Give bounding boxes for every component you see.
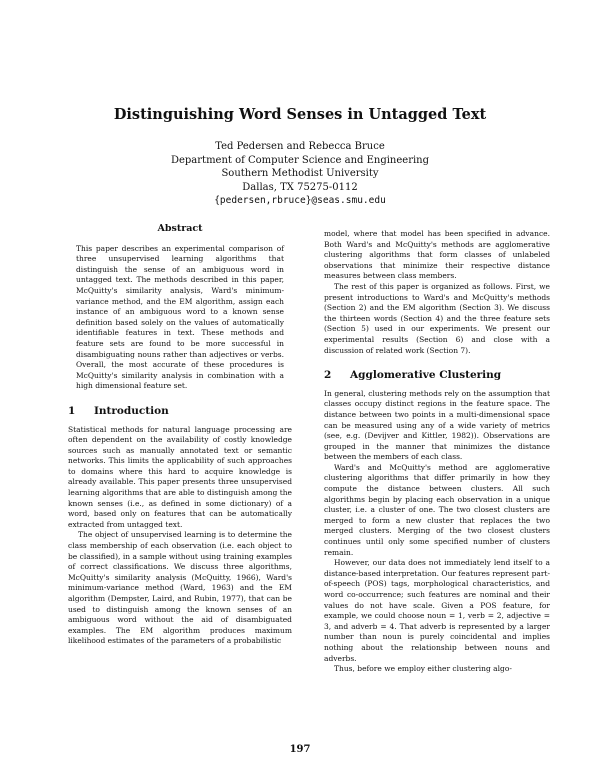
section-1-heading [68, 406, 292, 417]
paper-title: Distinguishing Word Senses in Untagged Text [113, 106, 487, 123]
section-2-number: 2 [324, 369, 332, 382]
page-number: 197 [289, 744, 311, 755]
section-1-paragraph: Statistical methods for natural language processing are often dependent on the availability of costly knowledge sources such as manually annotated text or semantic networks. This limits the applicability of such approaches to domains where this hard to acquire knowledge is already available. This paper presents three unsupervised learning algorithms that are able to distinguish among the known senses (i.e., as defined in some dictionary) of a word, based only on features that can be automatically extracted from untagged text. [68, 424, 292, 529]
author-block [0, 140, 600, 208]
author-email: {pedersen,rbruce}@seas.smu.edu [214, 195, 386, 206]
affiliation-address: Dallas, TX 75275-0112 [242, 181, 358, 193]
section-1-number: 1 [68, 404, 76, 417]
section-2-heading [324, 370, 550, 381]
section-2-paragraph: In general, clustering methods rely on the assumption that classes occupy distinct regions in the feature space. The distance between two points in a multi-dimensional space can be measured using any of a wide variety of metrics (see, e.g. (Devijver and Kittler, 1982)). Observations are grouped in the manner that minimizes the distance between the members of each class. [324, 388, 550, 462]
affiliation-university: Southern Methodist University [221, 168, 379, 179]
section-1-title: Introduction [94, 404, 169, 417]
continued-paragraph: model, where that model has been specified in advance. Both Ward's and McQuitty's methods are agglomerative clustering algorithms that form classes of unlabeled observations that minimize their respective distance measures between class members. [324, 229, 550, 281]
organization-paragraph: The rest of this paper is organized as follows. First, we present introductions to Ward's and McQuitty's methods (Section 2) and the EM algorithm (Section 3). We discuss the thirteen words (Section 4) and the three feature sets (Section 5) used in our experiments. We present our experimental results (Section 6) and close with a discussion of related work (Section 7). [324, 281, 550, 355]
section-2-paragraph: However, our data does not immediately lend itself to a distance-based interpretation. Our features represent part-of-speech (POS) tags, morphological characteristics, and word co-occurrence; such features are nominal and their values do not have scale. Given a POS feature, for example, we could choose noun = 1, verb = 2, adjective = 3, and adverb = 4. That adverb is represented by a larger number than noun is purely coincidental and implies nothing about the relationship between nouns and adverbs. [324, 558, 550, 663]
section-2-paragraph: Thus, before we employ either clustering algo- [334, 664, 512, 674]
left-column [68, 224, 292, 647]
abstract-text: This paper describes an experimental comparison of three unsupervised learning algorithms that distinguish the sense of an ambiguous word in untagged text. The methods described in this paper, McQuitty's similarity analysis, Ward's minimum-variance method, and the EM algorithm, assign each instance of an ambiguous word to a known sense definition based solely on the values of automatically identifiable features in text. These methods and feature sets are found to be more successful in disambiguating nouns rather than adjectives or verbs. Overall, the most accurate of these procedures is McQuitty's similarity analysis in combination with a high dimensional feature set. [76, 243, 284, 391]
author-names: Ted Pedersen and Rebecca Bruce [215, 141, 385, 152]
right-column [324, 229, 550, 675]
section-1-paragraph: The object of unsupervised learning is to determine the class membership of each observation (i.e. each object to be classified), in a sample without using training examples of correct classifications. We discuss three algorithms, McQuitty's similarity analysis (McQuitty, 1966), Ward's minimum-variance method (Ward, 1963) and the EM algorithm (Dempster, Laird, and Rubin, 1977), that can be used to distinguish among the known senses of an ambiguous word without the aid of disambiguated examples. The EM algorithm produces maximum likelihood estimates of the parameters of a probabilistic [68, 530, 292, 646]
section-2-title: Agglomerative Clustering [350, 369, 502, 382]
section-2-paragraph: Ward's and McQuitty's method are agglomerative clustering algorithms that differ primarily in how they compute the distance between clusters. All such algorithms begin by placing each observation in a unique cluster, i.e. a cluster of one. The two closest clusters are merged to form a new cluster that replaces the two merged clusters. Merging of the two closest clusters continues until only some specified number of clusters remain. [324, 462, 550, 557]
abstract-heading: Abstract [157, 223, 203, 234]
affiliation-department: Department of Computer Science and Engineering [170, 154, 430, 166]
